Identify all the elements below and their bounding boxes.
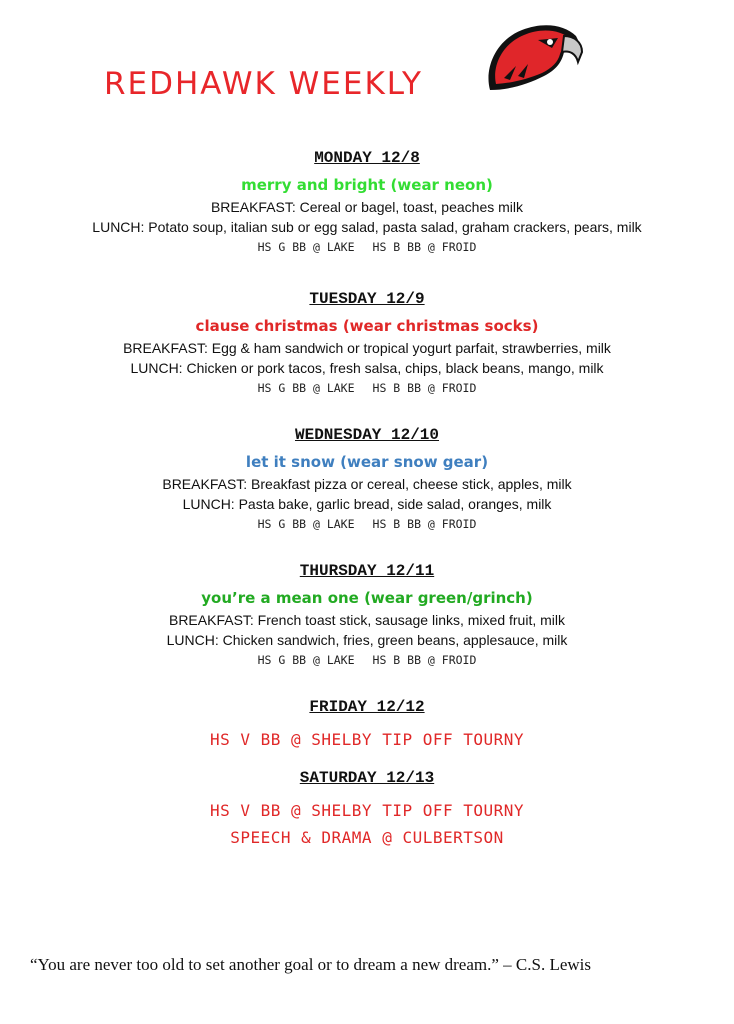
event-item: HS B BB @ FROID — [372, 653, 477, 667]
day-saturday — [0, 768, 734, 851]
day-tuesday — [0, 289, 734, 398]
event-list — [0, 378, 734, 398]
event-item: HS G BB @ LAKE — [257, 381, 355, 395]
day-heading: FRIDAY 12/12 — [309, 698, 425, 716]
day-heading: WEDNESDAY 12/10 — [294, 426, 440, 444]
event-list — [0, 514, 734, 534]
spirit-theme: you’re a mean one (wear green/grinch) — [201, 589, 533, 607]
quote: “You are never too old to set another goal or to dream a new dream.” – C.S. Lewis — [30, 955, 592, 974]
day-heading: THURSDAY 12/11 — [299, 562, 435, 580]
page-title: REDHAWK WEEKLY — [104, 66, 423, 102]
event-item: HS B BB @ FROID — [372, 517, 477, 531]
lunch-menu: LUNCH: Chicken or pork tacos, fresh salsa, chips, black beans, mango, milk — [130, 360, 604, 376]
lunch-menu: LUNCH: Potato soup, italian sub or egg salad, pasta salad, graham crackers, pears, milk — [92, 219, 642, 235]
event-item: HS V BB @ SHELBY TIP OFF TOURNY — [209, 801, 525, 820]
event-list — [0, 650, 734, 670]
event-item: HS G BB @ LAKE — [257, 653, 355, 667]
event-item: HS G BB @ LAKE — [257, 517, 355, 531]
day-heading: SATURDAY 12/13 — [299, 769, 435, 787]
breakfast-menu: BREAKFAST: Egg & ham sandwich or tropical yogurt parfait, strawberries, milk — [123, 340, 611, 356]
event-item: HS G BB @ LAKE — [257, 240, 355, 254]
day-thursday — [0, 561, 734, 670]
breakfast-menu: BREAKFAST: Cereal or bagel, toast, peaches milk — [210, 199, 524, 215]
lunch-menu: LUNCH: Pasta bake, garlic bread, side salad, oranges, milk — [182, 496, 552, 512]
event-item: SPEECH & DRAMA @ CULBERTSON — [230, 828, 504, 847]
breakfast-menu: BREAKFAST: Breakfast pizza or cereal, cheese stick, apples, milk — [162, 476, 572, 492]
event-list — [0, 237, 734, 257]
event-item: HS B BB @ FROID — [372, 240, 477, 254]
event-item: HS B BB @ FROID — [372, 381, 477, 395]
spirit-theme: merry and bright (wear neon) — [241, 176, 493, 194]
day-wednesday — [0, 425, 734, 534]
day-heading: TUESDAY 12/9 — [309, 290, 425, 308]
day-friday — [0, 697, 734, 753]
event-item: HS V BB @ SHELBY TIP OFF TOURNY — [209, 730, 525, 749]
lunch-menu: LUNCH: Chicken sandwich, fries, green beans, applesauce, milk — [166, 632, 568, 648]
spirit-theme: let it snow (wear snow gear) — [245, 453, 489, 471]
day-monday — [0, 148, 734, 257]
day-heading: MONDAY 12/8 — [314, 149, 420, 167]
breakfast-menu: BREAKFAST: French toast stick, sausage links, mixed fruit, milk — [168, 612, 566, 628]
redhawk-mascot-icon — [482, 18, 584, 98]
spirit-theme: clause christmas (wear christmas socks) — [195, 317, 539, 335]
